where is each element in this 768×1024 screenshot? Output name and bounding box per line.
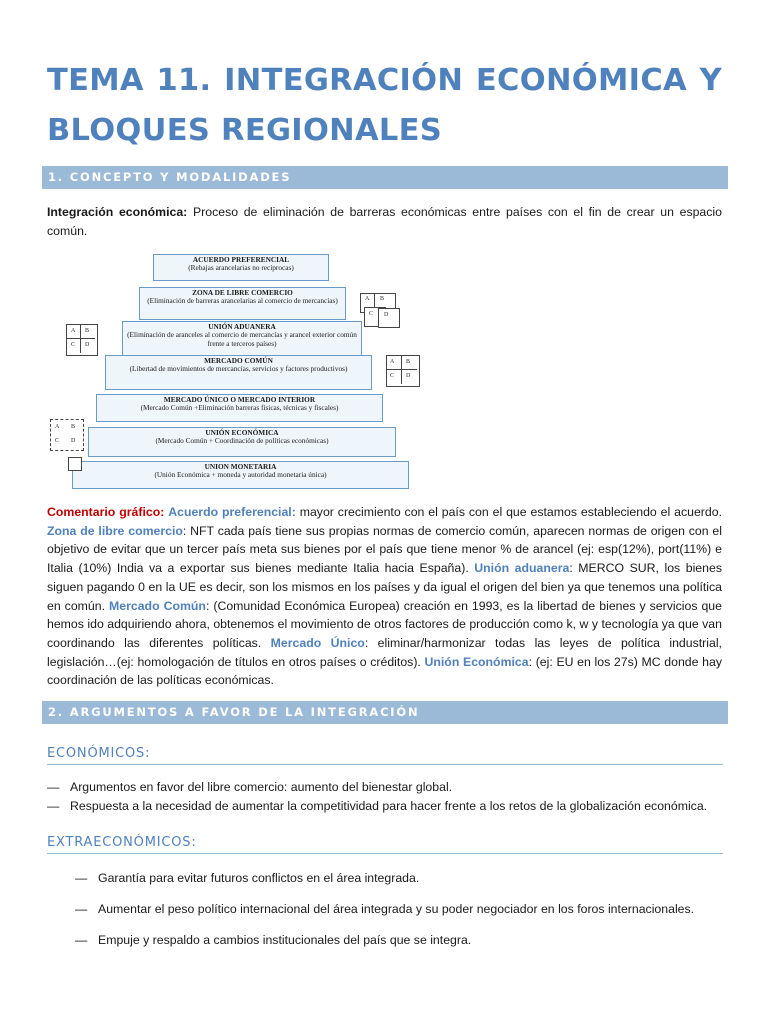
diagram-step-6: UNIÓN ECONÓMICA (Mercado Común + Coordinación de políticas económicas) (88, 427, 396, 457)
monetary-union-icon (68, 457, 82, 471)
term-acuerdo-preferencial: Acuerdo preferencial: (168, 505, 296, 519)
common-market-grid-icon: A B C D (386, 355, 420, 387)
list-item: — Respuesta a la necesidad de aumentar la competitividad para hacer frente a los retos de la globalización económica. (47, 799, 708, 813)
section-heading-1: 1. CONCEPTO Y MODALIDADES (42, 166, 728, 189)
country-grid-icon: B (374, 293, 396, 313)
definition-paragraph (47, 203, 722, 240)
commentary-text: : eliminar/harmonizar todas las leyes de política industrial, legislación…(ej: homologación de títulos en otros países o créditos). (47, 635, 722, 669)
list-item: — Garantía para evitar futuros conflictos en el área integrada. (75, 871, 420, 885)
term-mercado-unico: Mercado Único (270, 635, 365, 650)
list-item: — Empuje y respaldo a cambios institucionales del país que se integra. (75, 933, 472, 947)
country-grid-icon: D (378, 308, 400, 328)
diagram-step-3: UNIÓN ADUANERA (Eliminación de aranceles al comercio de mercancías y arancel exterior común frente a terceros países) (122, 321, 362, 356)
integration-stages-diagram (48, 251, 432, 491)
page-title: TEMA 11. INTEGRACIÓN ECONÓMICA Y BLOQUES REGIONALES (47, 63, 722, 148)
commentary-text: : (ej: EU en los 27s) MC donde hay coordinación de las políticas económicas. (47, 654, 722, 688)
customs-union-grid-icon: A B C D (66, 324, 98, 356)
section-heading-2: 2. ARGUMENTOS A FAVOR DE LA INTEGRACIÓN (42, 701, 728, 724)
diagram-step-4: MERCADO COMÚN (Libertad de movimientos de mercancías, servicios y factores productivos) (105, 355, 372, 390)
country-grid-icon: A (360, 293, 382, 313)
definition-text: Proceso de eliminación de barreras económicas entre países con el fin de crear un espacio común. (47, 205, 722, 238)
country-grid-icon: C (364, 307, 386, 327)
term-union-economica: Unión Económica (424, 654, 529, 669)
commentary-text: : NFT cada país tiene sus propias normas de comercio común, aparecen normas de origen con el objetivo de evitar que un tercer país meta sus bienes por el país que tiene menor % de arancel (ej: esp(12%), port(11%) e Italia (10%) India va a exportar sus bienes mediante Italia hacia España). (47, 523, 722, 576)
commentary-text: mayor crecimiento con el país con el que estamos estableciendo el acuerdo. (295, 505, 722, 519)
term-mercado-comun: Mercado Común (109, 598, 206, 613)
term-zona-libre-comercio: Zona de libre comercio (47, 523, 183, 538)
definition-term: Integración económica: (47, 205, 188, 219)
subheading-extraeconomicos: EXTRAECONÓMICOS: (47, 835, 723, 854)
commentary-text: : (Comunidad Económica Europea) creación en 1993, es la libertad de bienes y servicios que hemos ido adquiriendo ahora, obtenemos el movimiento de otros factores de producción como k, w y tecnología ya que van coordinando las diferentes políticas. (47, 598, 722, 650)
economic-union-grid-icon: A B C D (50, 419, 84, 451)
list-item: — Aumentar el peso político internacional del área integrada y su poder negociador en los foros internacionales. (75, 902, 695, 916)
diagram-step-5: MERCADO ÚNICO O MERCADO INTERIOR (Mercado Común +Eliminación barreras físicas, técnicas y fiscales) (96, 394, 383, 422)
diagram-step-7: UNION MONETARIA (Unión Económica + moneda y autoridad monetaria única) (72, 461, 409, 489)
term-union-aduanera: Unión aduanera (474, 561, 570, 576)
subheading-economicos: ECONÓMICOS: (47, 746, 723, 765)
list-item: — Argumentos en favor del libre comercio: aumento del bienestar global. (47, 780, 453, 794)
chart-commentary (47, 503, 722, 690)
diagram-step-2: ZONA DE LIBRE COMERCIO (Eliminación de barreras arancelarias al comercio de mercancías) (139, 287, 346, 320)
diagram-step-1: ACUERDO PREFERENCIAL (Rebajas arancelarias no recíprocas) (153, 254, 329, 281)
commentary-label: Comentario gráfico: (47, 505, 165, 519)
commentary-text: : MERCO SUR, los bienes siguen pagando 0 en la UE es decir, son los mismos en los países y da igual el origen del bien ya que tenemos una política en común. (47, 561, 722, 613)
